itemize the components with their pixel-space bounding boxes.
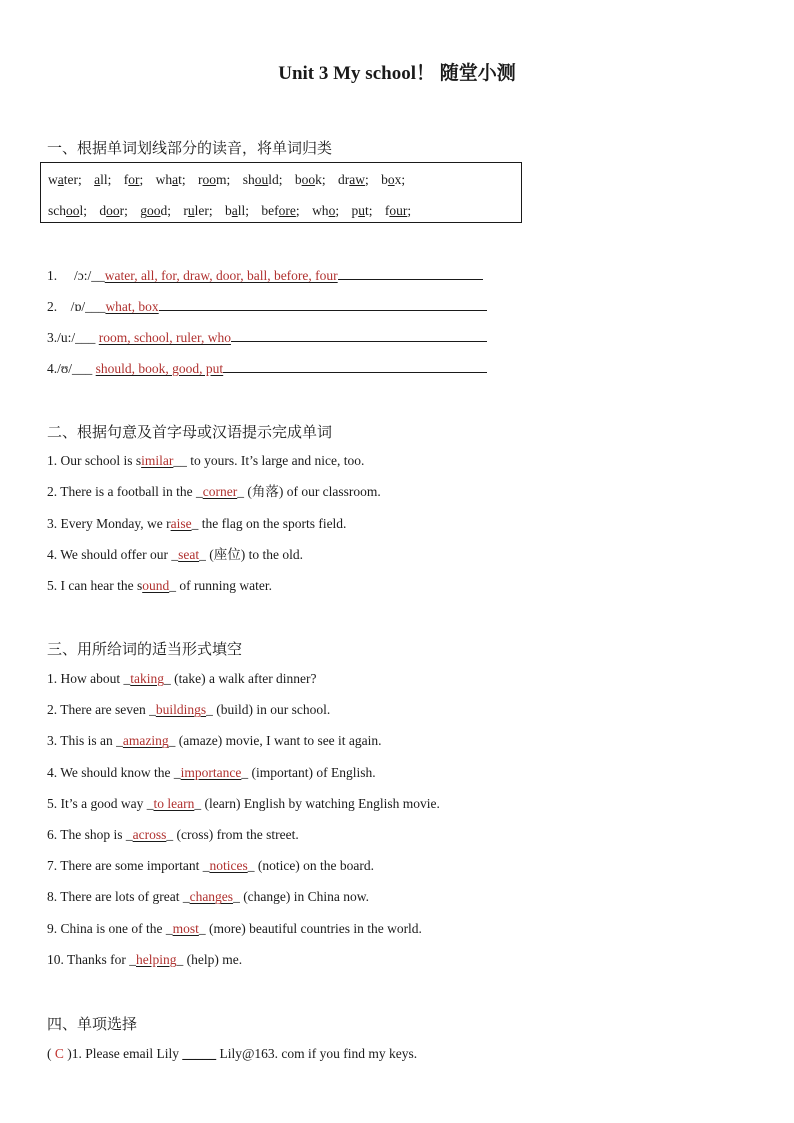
word-form-item-1: 1. How about _taking_ (take) a walk after dinner?: [47, 671, 317, 686]
phonetic-item-2: 2. /ɒ/___what, box: [47, 296, 487, 316]
answer: helping: [136, 951, 177, 967]
word-box: [40, 162, 522, 223]
page-title: Unit 3 My school！ 随堂小测: [278, 63, 516, 84]
section-2-heading: 二、根据句意及首字母或汉语提示完成单词: [47, 423, 333, 441]
answer: most: [172, 920, 199, 936]
answer: water, all, for, draw, door, ball, before, four: [104, 268, 338, 283]
section-1-heading: 一、根据单词划线部分的读音，将单词归类: [47, 139, 333, 157]
word-item: good;: [140, 203, 172, 218]
fill-word-item-4: 4. We should offer our _seat_ (座位) to the old.: [47, 546, 304, 562]
answer: seat: [178, 546, 200, 562]
word-form-item-5: 5. It’s a good way _to learn_ (learn) English by watching English movie.: [47, 795, 440, 811]
word-item: four;: [384, 203, 412, 218]
answer: taking: [130, 671, 164, 686]
word-item: what;: [155, 172, 186, 187]
fill-word-item-3: 3. Every Monday, we raise_ the flag on the sports field.: [47, 515, 347, 531]
word-item: box;: [381, 172, 406, 187]
word-item: school;: [48, 203, 88, 218]
word-form-item-6: 6. The shop is _across_ (cross) from the street.: [47, 827, 299, 842]
word-row-1: [48, 172, 405, 188]
word-form-item-2: 2. There are seven _buildings_ (build) in our school.: [47, 702, 331, 718]
word-item: should;: [242, 172, 283, 187]
phonetic-item-3: 3./u:/___ room, school, ruler, who: [47, 327, 487, 347]
word-item: who;: [312, 203, 340, 218]
fill-word-item-5: 5. I can hear the sound_ of running water.: [47, 578, 272, 594]
fill-word-item-1: 1. Our school is similar__ to yours. It’s large and nice, too.: [47, 453, 365, 468]
word-item: draw;: [337, 172, 369, 187]
phonetic-item-4: 4./ʊ/___ should, book, good, put: [47, 358, 487, 378]
answer: notices: [209, 858, 248, 874]
answer: across: [132, 827, 167, 842]
answer: aise: [170, 515, 192, 531]
answer: should, book, good, put: [95, 361, 224, 376]
word-item: room;: [198, 172, 231, 187]
answer: C: [54, 1046, 64, 1061]
answer: amazing: [122, 733, 169, 749]
word-item: before;: [261, 203, 300, 218]
answer: changes: [189, 889, 234, 905]
word-form-item-3: 3. This is an _amazing_ (amaze) movie, I want to see it again.: [47, 733, 382, 749]
word-item: book;: [294, 172, 326, 187]
fill-word-item-2: 2. There is a football in the _corner_ (角落) of our classroom.: [47, 484, 381, 500]
word-item: for;: [123, 172, 144, 187]
answer: importance: [180, 764, 242, 780]
word-form-item-9: 9. China is one of the _most_ (more) beautiful countries in the world.: [47, 920, 422, 936]
word-form-item-10: 10. Thanks for _helping_ (help) me.: [47, 951, 243, 967]
phonetic-item-1: 1. /ɔ:/__water, all, for, draw, door, ball, before, four: [47, 265, 483, 285]
word-form-item-8: 8. There are lots of great _changes_ (change) in China now.: [47, 889, 370, 905]
word-item: all;: [94, 172, 112, 187]
section-4-heading: 四、单项选择: [47, 1015, 138, 1033]
word-form-item-4: 4. We should know the _importance_ (important) of English.: [47, 764, 376, 780]
answer: buildings: [155, 702, 207, 718]
word-item: ruler;: [183, 203, 213, 218]
word-item: water;: [48, 172, 82, 187]
answer: what, box: [105, 299, 159, 314]
word-form-item-7: 7. There are some important _notices_ (notice) on the board.: [47, 858, 375, 874]
answer: room, school, ruler, who: [98, 330, 231, 345]
answer: ound: [142, 578, 170, 594]
choice-question-1: ( C )1. Please email Lily _____ Lily@163. com if you find my keys.: [47, 1046, 418, 1061]
answer: imilar: [141, 453, 174, 468]
section-3-heading: 三、用所给词的适当形式填空: [47, 640, 243, 658]
word-item: door;: [99, 203, 128, 218]
word-row-2: [48, 203, 411, 219]
word-item: put;: [351, 203, 373, 218]
answer: corner: [202, 484, 238, 500]
answer: to learn: [153, 795, 195, 811]
word-item: ball;: [225, 203, 250, 218]
